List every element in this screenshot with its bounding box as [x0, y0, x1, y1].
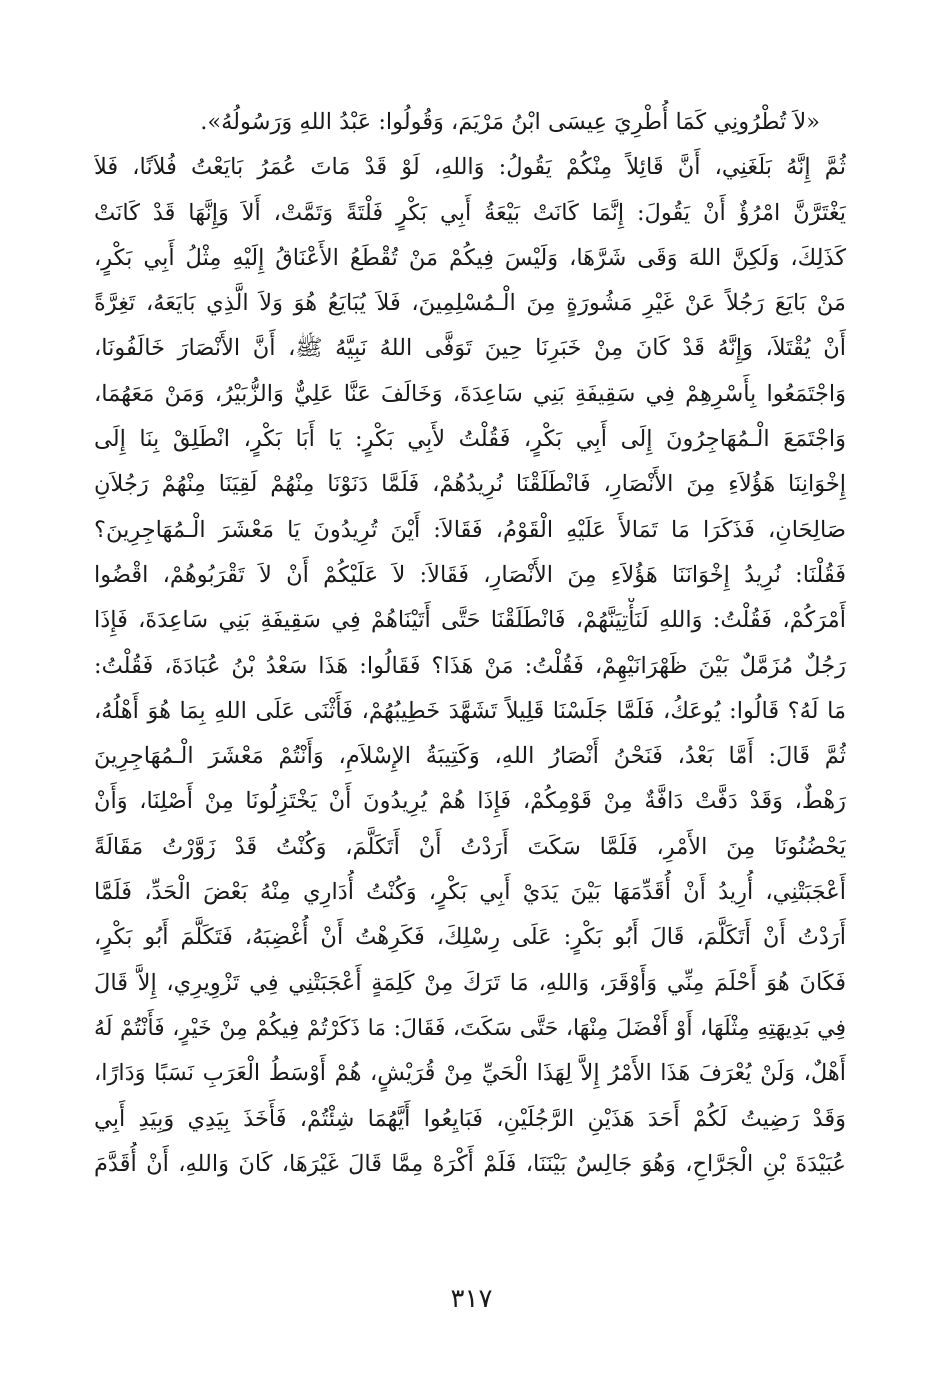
text-line: يَحْضُنُونَا مِنَ الأَمْرِ، فَلَمَّا سَكَتَ أَرَدْتُ أَنْ أَتَكَلَّمَ، وَكُنْتُ قَدْ زَوَّرْتُ مَقَالَةً	[94, 833, 846, 860]
text-line: أَهْلٌ، وَلَنْ يُعْرَفَ هَذَا الأَمْرُ إِلاَّ لِهَذَا الْحَيِّ مِنْ قُرَيْشٍ، هُمْ أَوْسَطُ الْعَرَبِ نَسَبًا وَدَارًا،	[94, 1060, 846, 1087]
text-line: أَرَدْتُ أَنْ أَتَكَلَّمَ، قَالَ أَبُو بَكْرٍ: عَلَى رِسْلِكَ، فَكَرِهْتُ أَنْ أُغْضِبَهُ، فَتَكَلَّمَ أَبُو بَكْرٍ،	[94, 924, 846, 951]
text-line: كَذَلِكَ، وَلَكِنَّ اللهَ وَقَى شَرَّهَا، وَلَيْسَ فِيكُمْ مَنْ تُقْطَعُ الأَعْنَاقُ إِلَيْهِ مِثْلُ أَبِي بَكْرٍ،	[94, 244, 846, 271]
text-line: ثُمَّ إِنَّهُ بَلَغَنِي، أَنَّ قَائِلاً مِنْكُمْ يَقُولُ: وَاللهِ، لَوْ قَدْ مَاتَ عُمَرُ بَايَعْتُ فُلاَنًا، فَلاَ	[94, 154, 846, 181]
text-line: رَهْطٌ، وَقَدْ دَفَّتْ دَافَّةٌ مِنْ قَوْمِكُمْ، فَإِذَا هُمْ يُرِيدُونَ أَنْ يَخْتَزِلُونَا مِنْ أَصْلِنَا، وَأَنْ	[94, 788, 846, 815]
text-line: وَاجْتَمَعُوا بِأَسْرِهِمْ فِي سَقِيفَةِ بَنِي سَاعِدَةَ، وَخَالَفَ عَنَّا عَلِيٌّ وَالزُّبَيْرُ، وَمَنْ مَعَهُمَا،	[94, 380, 846, 407]
text-line: وَقَدْ رَضِيتُ لَكُمْ أَحَدَ هَذَيْنِ الرَّجُلَيْنِ، فَبَايِعُوا أَيَّهُمَا شِئْتُمْ، فَأَخَذَ بِيَدِي وَبِيَدِ أَبِي	[94, 1105, 846, 1132]
page-number: ٣١٧	[450, 1284, 493, 1314]
text-line: رَجُلٌ مُزَمَّلٌ بَيْنَ ظَهْرَانَيْهِمْ، فَقُلْتُ: مَنْ هَذَا؟ فَقَالُوا: هَذَا سَعْدُ بْنُ عُبَادَةَ، فَقُلْتُ:	[94, 652, 846, 679]
text-line: أَنْ يُقْتَلاَ، وَإِنَّهُ قَدْ كَانَ مِنْ خَبَرِنَا حِينَ تَوَفَّى اللهُ نَبِيَّهُ ﷺ، أَنَّ الأَنْصَارَ خَالَفُونَا،	[94, 335, 846, 362]
text-line: إِخْوَانِنَا هَؤُلاَءِ مِنَ الأَنْصَارِ، فَانْطَلَقْنَا نُرِيدُهُمْ، فَلَمَّا دَنَوْنَا مِنْهُمْ لَقِيَنَا مِنْهُمْ رَجُلاَنِ	[94, 471, 846, 498]
text-line: فَقُلْنَا: نُرِيدُ إِخْوَانَنَا هَؤُلاَءِ مِنَ الأَنْصَارِ، فَقَالاَ: لاَ عَلَيْكُمْ أَنْ لاَ تَقْرَبُوهُمْ، اقْضُوا	[94, 561, 846, 588]
page-text-block	[94, 100, 846, 1187]
text-line: ثُمَّ قَالَ: أَمَّا بَعْدُ، فَنَحْنُ أَنْصَارُ اللهِ، وَكَتِيبَةُ الإِسْلاَمِ، وَأَنْتُمْ مَعْشَرَ الْـمُهَاجِرِينَ	[94, 743, 846, 770]
text-line: مَنْ بَايَعَ رَجُلاً عَنْ غَيْرِ مَشُورَةٍ مِنَ الْـمُسْلِمِينَ، فَلاَ يُبَايَعُ هُوَ وَلاَ الَّذِي بَايَعَهُ، تَغِرَّةً	[94, 290, 846, 317]
text-line: أَعْجَبَتْنِي، أُرِيدُ أَنْ أُقَدِّمَهَا بَيْنَ يَدَيْ أَبِي بَكْرٍ، وَكُنْتُ أُدَارِي مِنْهُ بَعْضَ الْحَدِّ، فَلَمَّا	[94, 879, 846, 906]
text-line: صَالِحَانِ، فَذَكَرَا مَا تَمَالأَ عَلَيْهِ الْقَوْمُ، فَقَالاَ: أَيْنَ تُرِيدُونَ يَا مَعْشَرَ الْـمُهَاجِرِينَ؟	[94, 516, 846, 543]
text-line: يَغْتَرَّنَّ امْرُؤٌ أَنْ يَقُولَ: إِنَّمَا كَانَتْ بَيْعَةُ أَبِي بَكْرٍ فَلْتَةً وَتَمَّتْ، أَلاَ وَإِنَّهَا قَدْ كَانَتْ	[94, 199, 846, 226]
text-line: مَا لَهُ؟ قَالُوا: يُوعَكُ، فَلَمَّا جَلَسْنَا قَلِيلاً تَشَهَّدَ خَطِيبُهُمْ، فَأَثْنَى عَلَى اللهِ بِمَا هُوَ أَهْلُهُ،	[94, 697, 846, 724]
text-line: وَاجْتَمَعَ الْـمُهَاجِرُونَ إِلَى أَبِي بَكْرٍ، فَقُلْتُ لأَبِي بَكْرٍ: يَا أَبَا بَكْرٍ، انْطَلِقْ بِنَا إِلَى	[94, 426, 846, 453]
text-line: أَمْرَكُمْ، فَقُلْتُ: وَاللهِ لَنَأْتِيَنَّهُمْ، فَانْطَلَقْنَا حَتَّى أَتَيْنَاهُمْ فِي سَقِيفَةِ بَنِي سَاعِدَةَ، فَإِذَا	[94, 607, 846, 634]
text-line: «لاَ تُطْرُونِي كَمَا أُطْرِيَ عِيسَى ابْنُ مَرْيَمَ، وَقُولُوا: عَبْدُ اللهِ وَرَسُولُهُ».	[200, 109, 820, 135]
text-line: عُبَيْدَةَ بْنِ الْجَرَّاحِ، وَهُوَ جَالِسٌ بَيْنَنَا، فَلَمْ أَكْرَهْ مِمَّا قَالَ غَيْرَهَا، كَانَ وَاللهِ، أَنْ أُقَدَّمَ	[94, 1150, 846, 1177]
text-line: فَكَانَ هُوَ أَحْلَمَ مِنِّي وَأَوْقَرَ، وَاللهِ، مَا تَرَكَ مِنْ كَلِمَةٍ أَعْجَبَتْنِي فِي تَزْوِيرِي، إِلاَّ قَالَ	[94, 969, 846, 996]
text-line: فِي بَدِيهَتِهِ مِثْلَهَا، أَوْ أَفْضَلَ مِنْهَا، حَتَّى سَكَتَ، فَقَالَ: مَا ذَكَرْتُمْ فِيكُمْ مِنْ خَيْرٍ، فَأَنْتُمْ لَهُ	[94, 1015, 846, 1041]
